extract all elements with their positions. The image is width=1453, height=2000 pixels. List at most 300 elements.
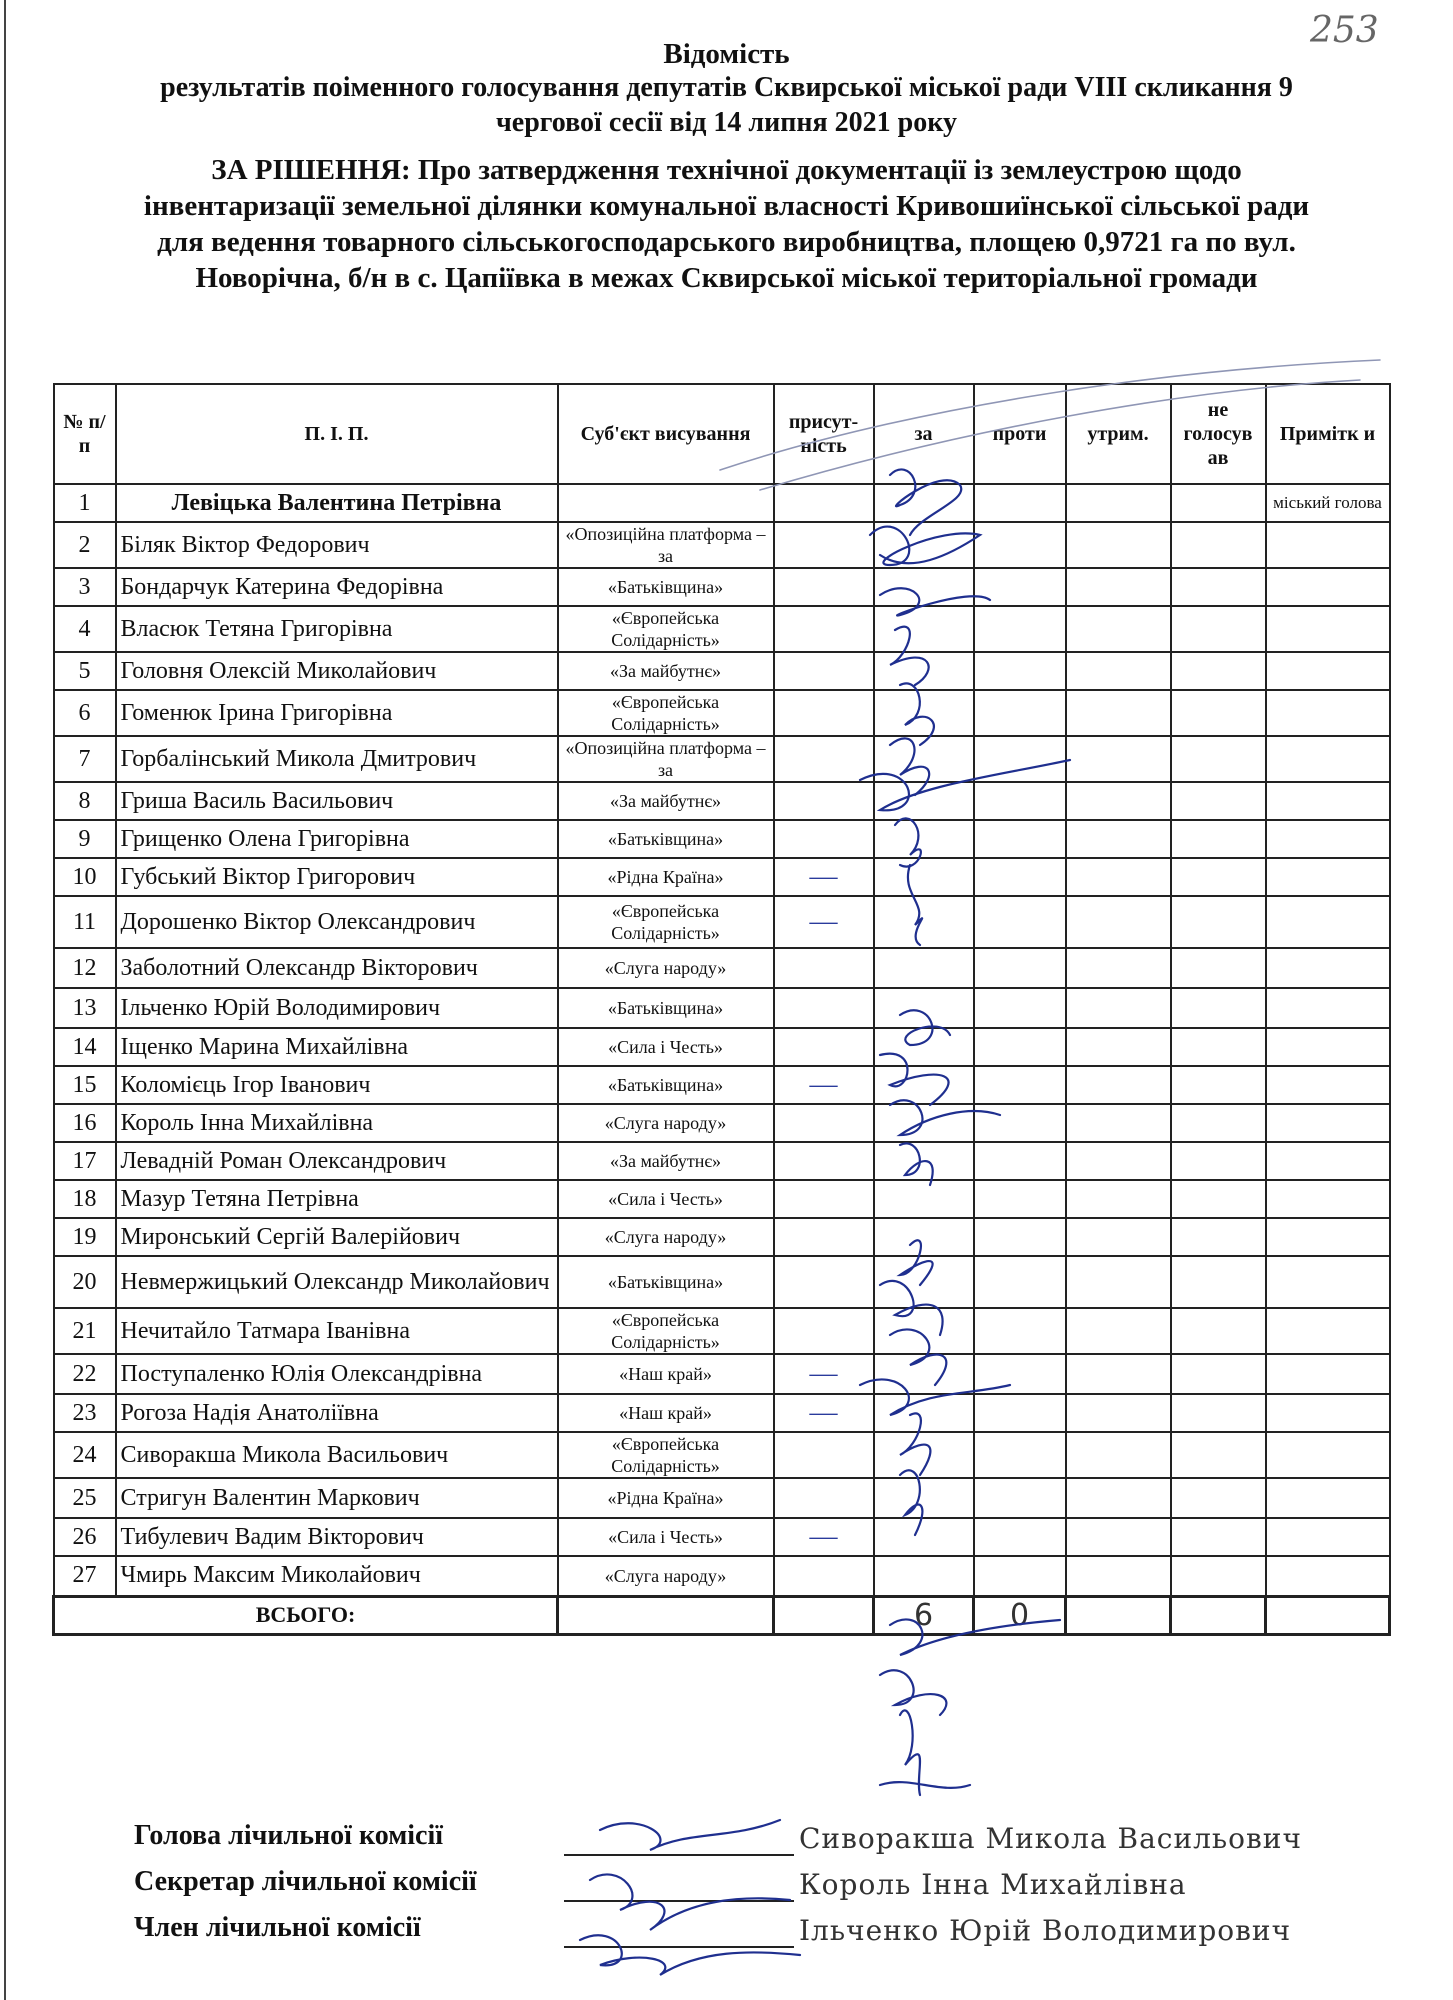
- vote-abstain-cell: [1066, 1180, 1171, 1218]
- row-number: 3: [54, 568, 116, 606]
- not-voted-cell: [1171, 948, 1266, 988]
- deputy-name: Рогоза Надія Анатоліївна: [116, 1394, 558, 1432]
- header-abstain: утрим.: [1066, 384, 1171, 484]
- vote-against-cell: [974, 896, 1066, 948]
- total-cell: [558, 1596, 774, 1634]
- not-voted-cell: [1171, 1556, 1266, 1596]
- deputy-name: Тибулевич Вадим Вікторович: [116, 1518, 558, 1556]
- not-voted-cell: [1171, 736, 1266, 782]
- note-cell: [1266, 1308, 1390, 1354]
- vote-for-cell: [874, 948, 974, 988]
- decision-line: ЗА РІШЕННЯ: Про затвердження технічної документації із землеустрою щодо: [211, 154, 1242, 186]
- header-name: П. І. П.: [116, 384, 558, 484]
- vote-abstain-cell: [1066, 606, 1171, 652]
- decision-title: [40, 152, 1413, 296]
- deputy-name: Грищенко Олена Григорівна: [116, 820, 558, 858]
- row-number: 4: [54, 606, 116, 652]
- table-row: [54, 484, 1390, 522]
- presence-mark: —: [774, 1518, 874, 1556]
- vote-against-cell: [974, 988, 1066, 1028]
- table-row: [54, 1104, 1390, 1142]
- decision-line: Новорічна, б/н в с. Цапіївка в межах Сквирської міської територіальної громади: [195, 262, 1258, 294]
- vote-against-cell: [974, 568, 1066, 606]
- signature-line: [564, 1900, 794, 1902]
- vote-for-cell: [874, 568, 974, 606]
- commission-chair: [134, 1820, 1334, 1866]
- table-row: [54, 1394, 1390, 1432]
- vote-for-cell: [874, 988, 974, 1028]
- not-voted-cell: [1171, 1432, 1266, 1478]
- deputy-name: Мазур Тетяна Петрівна: [116, 1180, 558, 1218]
- vote-for-cell: [874, 1518, 974, 1556]
- table-row: [54, 896, 1390, 948]
- document-subtitle: [40, 70, 1413, 140]
- presence-mark: [774, 1180, 874, 1218]
- presence-mark: [774, 948, 874, 988]
- table-row: [54, 988, 1390, 1028]
- nominating-party: «Сила і Честь»: [558, 1028, 774, 1066]
- table-row: [54, 1180, 1390, 1218]
- nominating-party: «Рідна Країна»: [558, 1478, 774, 1518]
- vote-against-cell: [974, 1218, 1066, 1256]
- deputy-name: Левіцька Валентина Петрівна: [116, 484, 558, 522]
- not-voted-cell: [1171, 820, 1266, 858]
- not-voted-cell: [1171, 1256, 1266, 1308]
- vote-against-cell: [974, 1308, 1066, 1354]
- row-number: 19: [54, 1218, 116, 1256]
- vote-against-cell: [974, 1394, 1066, 1432]
- vote-abstain-cell: [1066, 1256, 1171, 1308]
- header-present: присут-ність: [774, 384, 874, 484]
- row-number: 20: [54, 1256, 116, 1308]
- note-cell: [1266, 606, 1390, 652]
- vote-against-cell: [974, 1028, 1066, 1066]
- total-label: ВСЬОГО:: [54, 1596, 558, 1634]
- deputy-name: Левадній Роман Олександрович: [116, 1142, 558, 1180]
- commission-member-name: Король Інна Михайлівна: [799, 1868, 1187, 1901]
- nominating-party: «Слуга народу»: [558, 1556, 774, 1596]
- vote-for-cell: [874, 782, 974, 820]
- voting-table-body: [54, 484, 1390, 1596]
- vote-abstain-cell: [1066, 1432, 1171, 1478]
- vote-abstain-cell: [1066, 782, 1171, 820]
- header-against: проти: [974, 384, 1066, 484]
- table-row: [54, 782, 1390, 820]
- row-number: 23: [54, 1394, 116, 1432]
- table-row: [54, 1556, 1390, 1596]
- vote-abstain-cell: [1066, 1556, 1171, 1596]
- note-cell: [1266, 1028, 1390, 1066]
- row-number: 15: [54, 1066, 116, 1104]
- note-cell: [1266, 1394, 1390, 1432]
- total-cell: [1266, 1596, 1390, 1634]
- not-voted-cell: [1171, 1104, 1266, 1142]
- vote-for-cell: [874, 736, 974, 782]
- not-voted-cell: [1171, 1308, 1266, 1354]
- deputy-name: Горбалінський Микола Дмитрович: [116, 736, 558, 782]
- not-voted-cell: [1171, 652, 1266, 690]
- vote-abstain-cell: [1066, 1308, 1171, 1354]
- presence-mark: [774, 1028, 874, 1066]
- note-cell: [1266, 652, 1390, 690]
- presence-mark: [774, 1142, 874, 1180]
- note-cell: [1266, 948, 1390, 988]
- header-notes: Примітк и: [1266, 384, 1390, 484]
- deputy-name: Власюк Тетяна Григорівна: [116, 606, 558, 652]
- not-voted-cell: [1171, 606, 1266, 652]
- vote-against-cell: [974, 1518, 1066, 1556]
- vote-abstain-cell: [1066, 652, 1171, 690]
- not-voted-cell: [1171, 1142, 1266, 1180]
- deputy-name: Ільченко Юрій Володимирович: [116, 988, 558, 1028]
- deputy-name: Бондарчук Катерина Федорівна: [116, 568, 558, 606]
- table-row: [54, 1354, 1390, 1394]
- row-number: 14: [54, 1028, 116, 1066]
- subtitle-line: чергової сесії від 14 липня 2021 року: [496, 107, 957, 138]
- row-number: 9: [54, 820, 116, 858]
- deputy-name: Заболотний Олександр Вікторович: [116, 948, 558, 988]
- nominating-party: «Європейська Солідарність»: [558, 606, 774, 652]
- nominating-party: «Наш край»: [558, 1394, 774, 1432]
- vote-for-cell: [874, 1394, 974, 1432]
- not-voted-cell: [1171, 690, 1266, 736]
- table-row: [54, 820, 1390, 858]
- table-row: [54, 522, 1390, 568]
- presence-mark: [774, 820, 874, 858]
- vote-abstain-cell: [1066, 896, 1171, 948]
- presence-mark: —: [774, 858, 874, 896]
- table-row: [54, 1308, 1390, 1354]
- row-number: 12: [54, 948, 116, 988]
- nominating-party: «Батьківщина»: [558, 988, 774, 1028]
- header-not-voted: не голосув ав: [1171, 384, 1266, 484]
- row-number: 1: [54, 484, 116, 522]
- note-cell: [1266, 1142, 1390, 1180]
- not-voted-cell: [1171, 1518, 1266, 1556]
- vote-against-cell: [974, 948, 1066, 988]
- row-number: 6: [54, 690, 116, 736]
- presence-mark: [774, 736, 874, 782]
- presence-mark: [774, 606, 874, 652]
- vote-against-cell: [974, 1180, 1066, 1218]
- presence-mark: [774, 484, 874, 522]
- not-voted-cell: [1171, 484, 1266, 522]
- deputy-name: Біляк Віктор Федорович: [116, 522, 558, 568]
- note-cell: [1266, 1518, 1390, 1556]
- row-number: 16: [54, 1104, 116, 1142]
- nominating-party: «Наш край»: [558, 1354, 774, 1394]
- vote-for-cell: [874, 1556, 974, 1596]
- row-number: 27: [54, 1556, 116, 1596]
- table-row: [54, 690, 1390, 736]
- vote-for-cell: [874, 484, 974, 522]
- vote-for-cell: [874, 1308, 974, 1354]
- vote-for-cell: [874, 1180, 974, 1218]
- table-row: [54, 1432, 1390, 1478]
- not-voted-cell: [1171, 1028, 1266, 1066]
- total-cell: [1066, 1596, 1171, 1634]
- vote-against-cell: [974, 858, 1066, 896]
- total-cell: [774, 1596, 874, 1634]
- vote-for-cell: [874, 522, 974, 568]
- note-cell: [1266, 896, 1390, 948]
- table-row: [54, 736, 1390, 782]
- vote-against-cell: [974, 1354, 1066, 1394]
- presence-mark: —: [774, 1066, 874, 1104]
- note-cell: [1266, 1478, 1390, 1518]
- nominating-party: «Рідна Країна»: [558, 858, 774, 896]
- header-for: за: [874, 384, 974, 484]
- deputy-name: Іщенко Марина Михайлівна: [116, 1028, 558, 1066]
- presence-mark: [774, 782, 874, 820]
- vote-abstain-cell: [1066, 1066, 1171, 1104]
- presence-mark: [774, 1104, 874, 1142]
- nominating-party: «За майбутнє»: [558, 1142, 774, 1180]
- note-cell: міський голова: [1266, 484, 1390, 522]
- nominating-party: «Європейська Солідарність»: [558, 1308, 774, 1354]
- note-cell: [1266, 1432, 1390, 1478]
- not-voted-cell: [1171, 858, 1266, 896]
- vote-for-cell: [874, 858, 974, 896]
- commission-role: Голова лічильної комісії: [134, 1820, 444, 1851]
- note-cell: [1266, 736, 1390, 782]
- deputy-name: Гриша Василь Васильович: [116, 782, 558, 820]
- vote-against-cell: [974, 1256, 1066, 1308]
- vote-against-cell: [974, 606, 1066, 652]
- vote-against-cell: [974, 1478, 1066, 1518]
- vote-against-cell: [974, 690, 1066, 736]
- deputy-name: Головня Олексій Миколайович: [116, 652, 558, 690]
- not-voted-cell: [1171, 1066, 1266, 1104]
- commission-member-name: Сиворакша Микола Васильович: [799, 1822, 1302, 1855]
- vote-for-cell: [874, 1256, 974, 1308]
- presence-mark: [774, 1256, 874, 1308]
- table-row: [54, 568, 1390, 606]
- vote-against-cell: [974, 1066, 1066, 1104]
- deputy-name: Король Інна Михайлівна: [116, 1104, 558, 1142]
- signature-line: [564, 1854, 794, 1856]
- nominating-party: «Батьківщина»: [558, 568, 774, 606]
- row-number: 26: [54, 1518, 116, 1556]
- nominating-party: «Сила і Честь»: [558, 1518, 774, 1556]
- not-voted-cell: [1171, 988, 1266, 1028]
- presence-mark: [774, 1432, 874, 1478]
- commission-member-name: Ільченко Юрій Володимирович: [799, 1914, 1292, 1947]
- total-row: [54, 1596, 1390, 1634]
- row-number: 13: [54, 988, 116, 1028]
- table-row: [54, 1518, 1390, 1556]
- vote-against-cell: [974, 1142, 1066, 1180]
- presence-mark: [774, 568, 874, 606]
- vote-for-cell: [874, 1432, 974, 1478]
- vote-against-cell: [974, 820, 1066, 858]
- row-number: 24: [54, 1432, 116, 1478]
- table-row: [54, 1066, 1390, 1104]
- row-number: 17: [54, 1142, 116, 1180]
- note-cell: [1266, 568, 1390, 606]
- note-cell: [1266, 1180, 1390, 1218]
- vote-against-cell: [974, 736, 1066, 782]
- header-subject: Суб'єкт висування: [558, 384, 774, 484]
- deputy-name: Поступаленко Юлія Олександрівна: [116, 1354, 558, 1394]
- page-number: 253: [1310, 10, 1379, 51]
- row-number: 2: [54, 522, 116, 568]
- nominating-party: «Слуга народу»: [558, 948, 774, 988]
- not-voted-cell: [1171, 1478, 1266, 1518]
- vote-for-cell: [874, 1218, 974, 1256]
- deputy-name: Сиворакша Микола Васильович: [116, 1432, 558, 1478]
- vote-abstain-cell: [1066, 522, 1171, 568]
- nominating-party: «Батьківщина»: [558, 1066, 774, 1104]
- not-voted-cell: [1171, 1394, 1266, 1432]
- vote-for-cell: [874, 1104, 974, 1142]
- table-header-row: [54, 384, 1390, 484]
- vote-abstain-cell: [1066, 1518, 1171, 1556]
- nominating-party: «За майбутнє»: [558, 652, 774, 690]
- vote-for-cell: [874, 896, 974, 948]
- deputy-name: Чмирь Максим Миколайович: [116, 1556, 558, 1596]
- deputy-name: Стригун Валентин Маркович: [116, 1478, 558, 1518]
- vote-abstain-cell: [1066, 1104, 1171, 1142]
- vote-abstain-cell: [1066, 1218, 1171, 1256]
- note-cell: [1266, 690, 1390, 736]
- deputy-name: Невмержицький Олександр Миколайович: [116, 1256, 558, 1308]
- note-cell: [1266, 522, 1390, 568]
- table-row: [54, 1256, 1390, 1308]
- vote-for-cell: [874, 690, 974, 736]
- vote-for-cell: [874, 652, 974, 690]
- note-cell: [1266, 1104, 1390, 1142]
- note-cell: [1266, 1256, 1390, 1308]
- commission-role: Член лічильної комісії: [134, 1912, 421, 1943]
- vote-for-cell: [874, 606, 974, 652]
- not-voted-cell: [1171, 782, 1266, 820]
- vote-against-cell: [974, 1104, 1066, 1142]
- presence-mark: [774, 1218, 874, 1256]
- row-number: 8: [54, 782, 116, 820]
- vote-against-cell: [974, 782, 1066, 820]
- vote-for-cell: [874, 1142, 974, 1180]
- header-num: № п/п: [54, 384, 116, 484]
- vote-against-cell: [974, 1432, 1066, 1478]
- vote-against-cell: [974, 1556, 1066, 1596]
- commission-role: Секретар лічильної комісії: [134, 1866, 477, 1897]
- nominating-party: [558, 484, 774, 522]
- vote-against-cell: [974, 484, 1066, 522]
- vote-against-cell: [974, 522, 1066, 568]
- deputy-name: Нечитайло Татмара Іванівна: [116, 1308, 558, 1354]
- not-voted-cell: [1171, 568, 1266, 606]
- nominating-party: «За майбутнє»: [558, 782, 774, 820]
- vote-abstain-cell: [1066, 988, 1171, 1028]
- deputy-name: Губський Віктор Григорович: [116, 858, 558, 896]
- row-number: 10: [54, 858, 116, 896]
- vote-abstain-cell: [1066, 568, 1171, 606]
- total-cell: [1171, 1596, 1266, 1634]
- presence-mark: —: [774, 1394, 874, 1432]
- subtitle-line: результатів поіменного голосування депутатів Сквирської міської ради VIII скликання 9: [160, 72, 1293, 103]
- vote-for-cell: [874, 1478, 974, 1518]
- not-voted-cell: [1171, 1180, 1266, 1218]
- commission-member: [134, 1912, 1334, 1958]
- table-row: [54, 606, 1390, 652]
- total-for: 6: [874, 1596, 974, 1634]
- nominating-party: «Сила і Честь»: [558, 1180, 774, 1218]
- presence-mark: —: [774, 1354, 874, 1394]
- nominating-party: «Європейська Солідарність»: [558, 1432, 774, 1478]
- nominating-party: «Слуга народу»: [558, 1104, 774, 1142]
- table-row: [54, 1142, 1390, 1180]
- presence-mark: —: [774, 896, 874, 948]
- table-row: [54, 1028, 1390, 1066]
- presence-mark: [774, 1478, 874, 1518]
- nominating-party: «Європейська Солідарність»: [558, 896, 774, 948]
- signature-line: [564, 1946, 794, 1948]
- total-against: 0: [974, 1596, 1066, 1634]
- note-cell: [1266, 1218, 1390, 1256]
- row-number: 21: [54, 1308, 116, 1354]
- presence-mark: [774, 1556, 874, 1596]
- nominating-party: «Слуга народу»: [558, 1218, 774, 1256]
- decision-line: інвентаризації земельної ділянки комунальної власності Кривошиїнської сільської ради: [143, 190, 1310, 222]
- note-cell: [1266, 820, 1390, 858]
- presence-mark: [774, 988, 874, 1028]
- commission-secretary: [134, 1866, 1334, 1912]
- document-title: Відомість: [663, 38, 790, 70]
- nominating-party: «Європейська Солідарність»: [558, 690, 774, 736]
- row-number: 5: [54, 652, 116, 690]
- row-number: 7: [54, 736, 116, 782]
- row-number: 18: [54, 1180, 116, 1218]
- vote-abstain-cell: [1066, 820, 1171, 858]
- page-edge: [4, 0, 6, 2000]
- note-cell: [1266, 1066, 1390, 1104]
- vote-for-cell: [874, 1028, 974, 1066]
- nominating-party: «Опозиційна платформа – за: [558, 736, 774, 782]
- deputy-name: Миронський Сергій Валерійович: [116, 1218, 558, 1256]
- counting-commission: [134, 1820, 1334, 1958]
- vote-abstain-cell: [1066, 858, 1171, 896]
- vote-for-cell: [874, 820, 974, 858]
- voting-table: [52, 383, 1391, 1636]
- presence-mark: [774, 690, 874, 736]
- not-voted-cell: [1171, 522, 1266, 568]
- decision-line: для ведення товарного сільськогосподарського виробництва, площею 0,9721 га по вул.: [157, 226, 1296, 258]
- not-voted-cell: [1171, 1218, 1266, 1256]
- note-cell: [1266, 1354, 1390, 1394]
- note-cell: [1266, 782, 1390, 820]
- table-row: [54, 858, 1390, 896]
- vote-abstain-cell: [1066, 1394, 1171, 1432]
- nominating-party: «Батьківщина»: [558, 1256, 774, 1308]
- not-voted-cell: [1171, 1354, 1266, 1394]
- vote-abstain-cell: [1066, 1354, 1171, 1394]
- row-number: 25: [54, 1478, 116, 1518]
- note-cell: [1266, 858, 1390, 896]
- row-number: 22: [54, 1354, 116, 1394]
- nominating-party: «Опозиційна платформа – за: [558, 522, 774, 568]
- vote-for-cell: [874, 1066, 974, 1104]
- presence-mark: [774, 652, 874, 690]
- note-cell: [1266, 988, 1390, 1028]
- not-voted-cell: [1171, 896, 1266, 948]
- vote-abstain-cell: [1066, 1028, 1171, 1066]
- vote-abstain-cell: [1066, 1142, 1171, 1180]
- presence-mark: [774, 1308, 874, 1354]
- vote-abstain-cell: [1066, 484, 1171, 522]
- vote-against-cell: [974, 652, 1066, 690]
- table-row: [54, 1218, 1390, 1256]
